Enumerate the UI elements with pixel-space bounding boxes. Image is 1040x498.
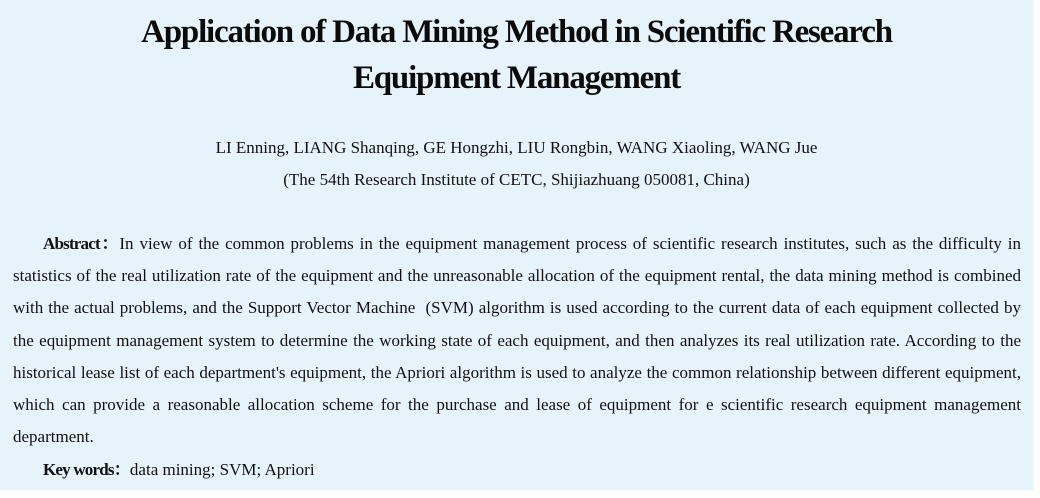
title-line-1: Application of Data Mining Method in Scientific Research <box>141 14 892 50</box>
title-line-2: Equipment Management <box>352 60 681 96</box>
affiliation: (The 54th Research Institute of CETC, Shijiazhuang 050081, China) <box>283 170 750 189</box>
keywords-label: Key words： <box>43 460 130 479</box>
keywords-line <box>43 454 943 486</box>
paper-title <box>0 9 1033 101</box>
abstract-label: Abstract： <box>43 234 120 253</box>
author-list: LI Enning, LIANG Shanqing, GE Hongzhi, LIU Rongbin, WANG Xiaoling, WANG Jue <box>215 138 818 157</box>
abstract-text: In view of the common problems in the equipment management process of scientific research institutes, such as the difficulty in statistics of the real utilization rate of the equipment and the unreasonable allocation of the equipment rental, the data mining method is combined with the actual problems, and the Support Vector Machine (SVM) algorithm is used according to the current data of each equipment collected by the equipment management system to determine the working state of each equipment, and then analyzes its real utilization rate. According to the historical lease list of each department's equipment, the Apriori algorithm is used to analyze the common relationship between different equipment, which can provide a reasonable allocation scheme for the purchase and lease of equipment for e scientific research equipment management department. <box>13 234 1022 447</box>
keywords-text: data mining; SVM; Apriori <box>129 460 315 479</box>
abstract-paragraph <box>13 228 1021 453</box>
